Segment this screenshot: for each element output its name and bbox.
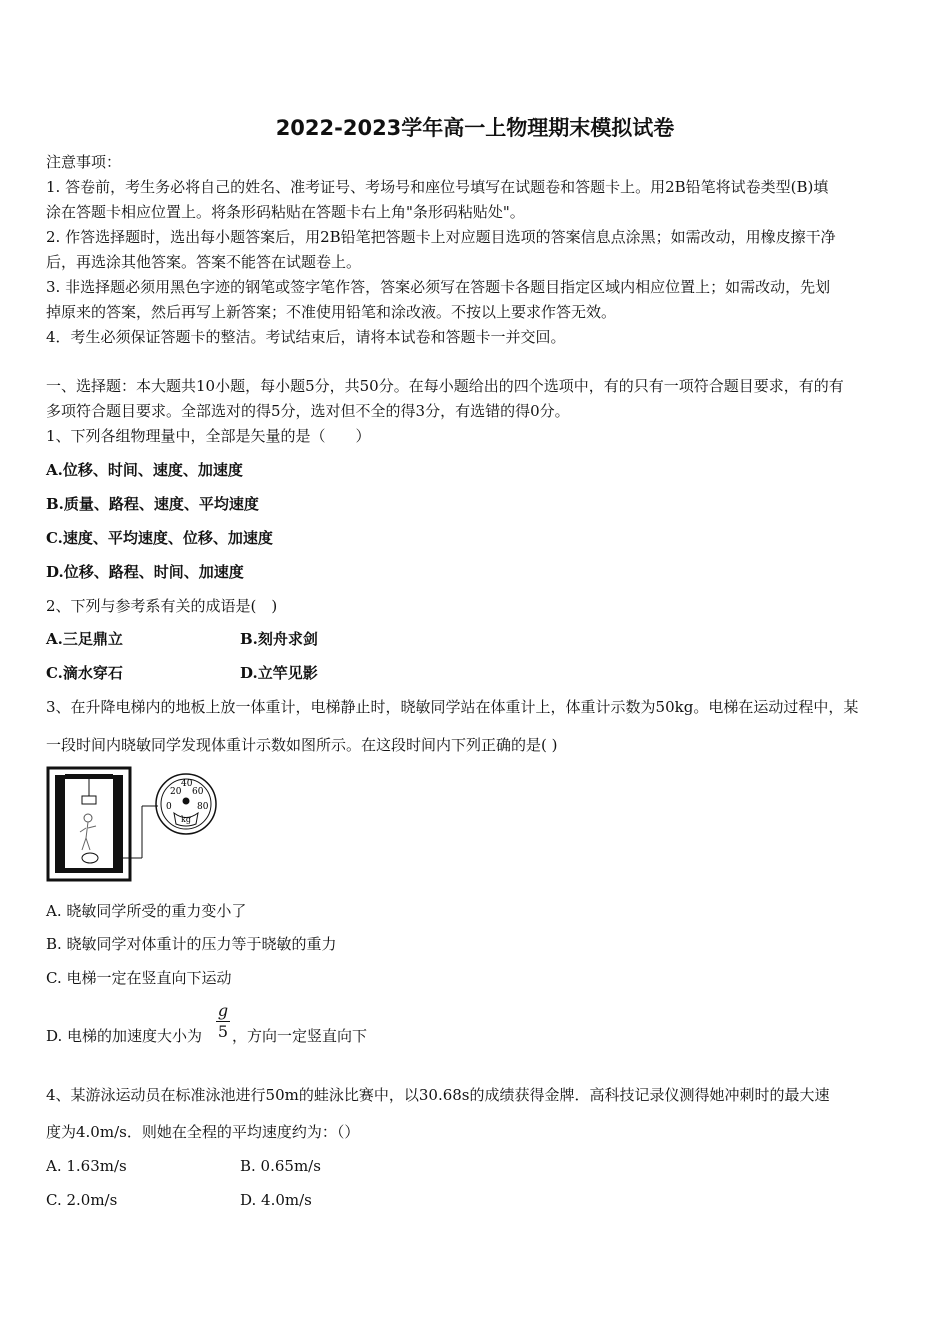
- q1-option-d: D.位移、路程、时间、加速度: [46, 563, 244, 581]
- notice-line: 4．考生必须保证答题卡的整洁。考试结束后，请将本试卷和答题卡一并交回。: [46, 328, 566, 346]
- fraction-numerator: g: [217, 1001, 229, 1020]
- q3-stem-line: 一段时间内晓敏同学发现体重计示数如图所示。在这段时间内下列正确的是( ): [46, 736, 558, 754]
- q4-option-c: C. 2.0m/s: [46, 1191, 118, 1209]
- q2-option-b: B.刻舟求剑: [240, 630, 318, 648]
- q1-option-c: C.速度、平均速度、位移、加速度: [46, 529, 273, 547]
- section-heading: 多项符合题目要求。全部选对的得5分，选对但不全的得3分，有选错的得0分。: [46, 402, 570, 420]
- notice-heading: 注意事项：: [46, 153, 122, 171]
- q3-stem-line: 3、在升降电梯内的地板上放一体重计，电梯静止时，晓敏同学站在体重计上，体重计示数为50kg。电梯在运动过程中，某: [46, 698, 859, 716]
- q2-stem: 2、下列与参考系有关的成语是( ): [46, 597, 278, 615]
- notice-line: 掉原来的答案，然后再写上新答案；不准使用铅笔和涂改液。不按以上要求作答无效。: [46, 303, 617, 321]
- q3-option-a: A. 晓敏同学所受的重力变小了: [46, 902, 247, 920]
- q4-option-b: B. 0.65m/s: [240, 1157, 321, 1175]
- scale-label-0: 0: [166, 802, 172, 812]
- scale-label-20: 20: [170, 787, 182, 797]
- elevator-scale-figure: [46, 766, 226, 889]
- scale-label-60: 60: [192, 787, 204, 797]
- fraction-denominator: 5: [217, 1022, 229, 1041]
- notice-line: 后，再选涂其他答案。答案不能答在试题卷上。: [46, 253, 362, 271]
- exam-title: 2022-2023学年高一上物理期末模拟试卷: [275, 116, 675, 140]
- q3-option-d-prefix: D. 电梯的加速度大小为: [46, 1027, 203, 1045]
- q1-stem: 1、下列各组物理量中，全部是矢量的是（ ）: [46, 427, 371, 445]
- q3-option-c: C. 电梯一定在竖直向下运动: [46, 969, 232, 987]
- q1-option-a: A.位移、时间、速度、加速度: [46, 461, 243, 479]
- g-over-5-fraction: [216, 1002, 230, 1041]
- scale-label-80: 80: [197, 802, 209, 812]
- notice-line: 2. 作答选择题时，选出每小题答案后，用2B铅笔把答题卡上对应题目选项的答案信息点涂黑；如需改动，用橡皮擦干净: [46, 228, 836, 246]
- q2-option-d: D.立竿见影: [240, 664, 318, 682]
- scale-unit-kg: kg: [181, 815, 191, 824]
- scale-label-40: 40: [181, 779, 193, 789]
- q1-option-b: B.质量、路程、速度、平均速度: [46, 495, 259, 513]
- q3-option-d-suffix: ，方向一定竖直向下: [232, 1027, 368, 1045]
- q2-option-a: A.三足鼎立: [46, 630, 123, 648]
- q4-option-d: D. 4.0m/s: [240, 1191, 312, 1209]
- notice-line: 1. 答卷前，考生务必将自己的姓名、准考证号、考场号和座位号填写在试题卷和答题卡上。用2B铅笔将试卷类型(B)填: [46, 178, 829, 196]
- section-heading: 一、选择题：本大题共10小题，每小题5分，共50分。在每小题给出的四个选项中，有的只有一项符合题目要求，有的有: [46, 377, 844, 395]
- q3-option-b: B. 晓敏同学对体重计的压力等于晓敏的重力: [46, 935, 337, 953]
- q2-option-c: C.滴水穿石: [46, 664, 123, 682]
- q4-stem-line: 度为4.0m/s．则她在全程的平均速度约为：（）: [46, 1123, 360, 1141]
- q4-stem-line: 4、某游泳运动员在标准泳池进行50m的蛙泳比赛中，以30.68s的成绩获得金牌．高科技记录仪测得她冲刺时的最大速: [46, 1086, 830, 1104]
- notice-line: 3. 非选择题必须用黑色字迹的钢笔或签字笔作答，答案必须写在答题卡各题目指定区域内相应位置上；如需改动，先划: [46, 278, 831, 296]
- q4-option-a: A. 1.63m/s: [46, 1157, 127, 1175]
- notice-line: 涂在答题卡相应位置上。将条形码粘贴在答题卡右上角"条形码粘贴处"。: [46, 203, 525, 221]
- elevator-diagram: [46, 766, 226, 884]
